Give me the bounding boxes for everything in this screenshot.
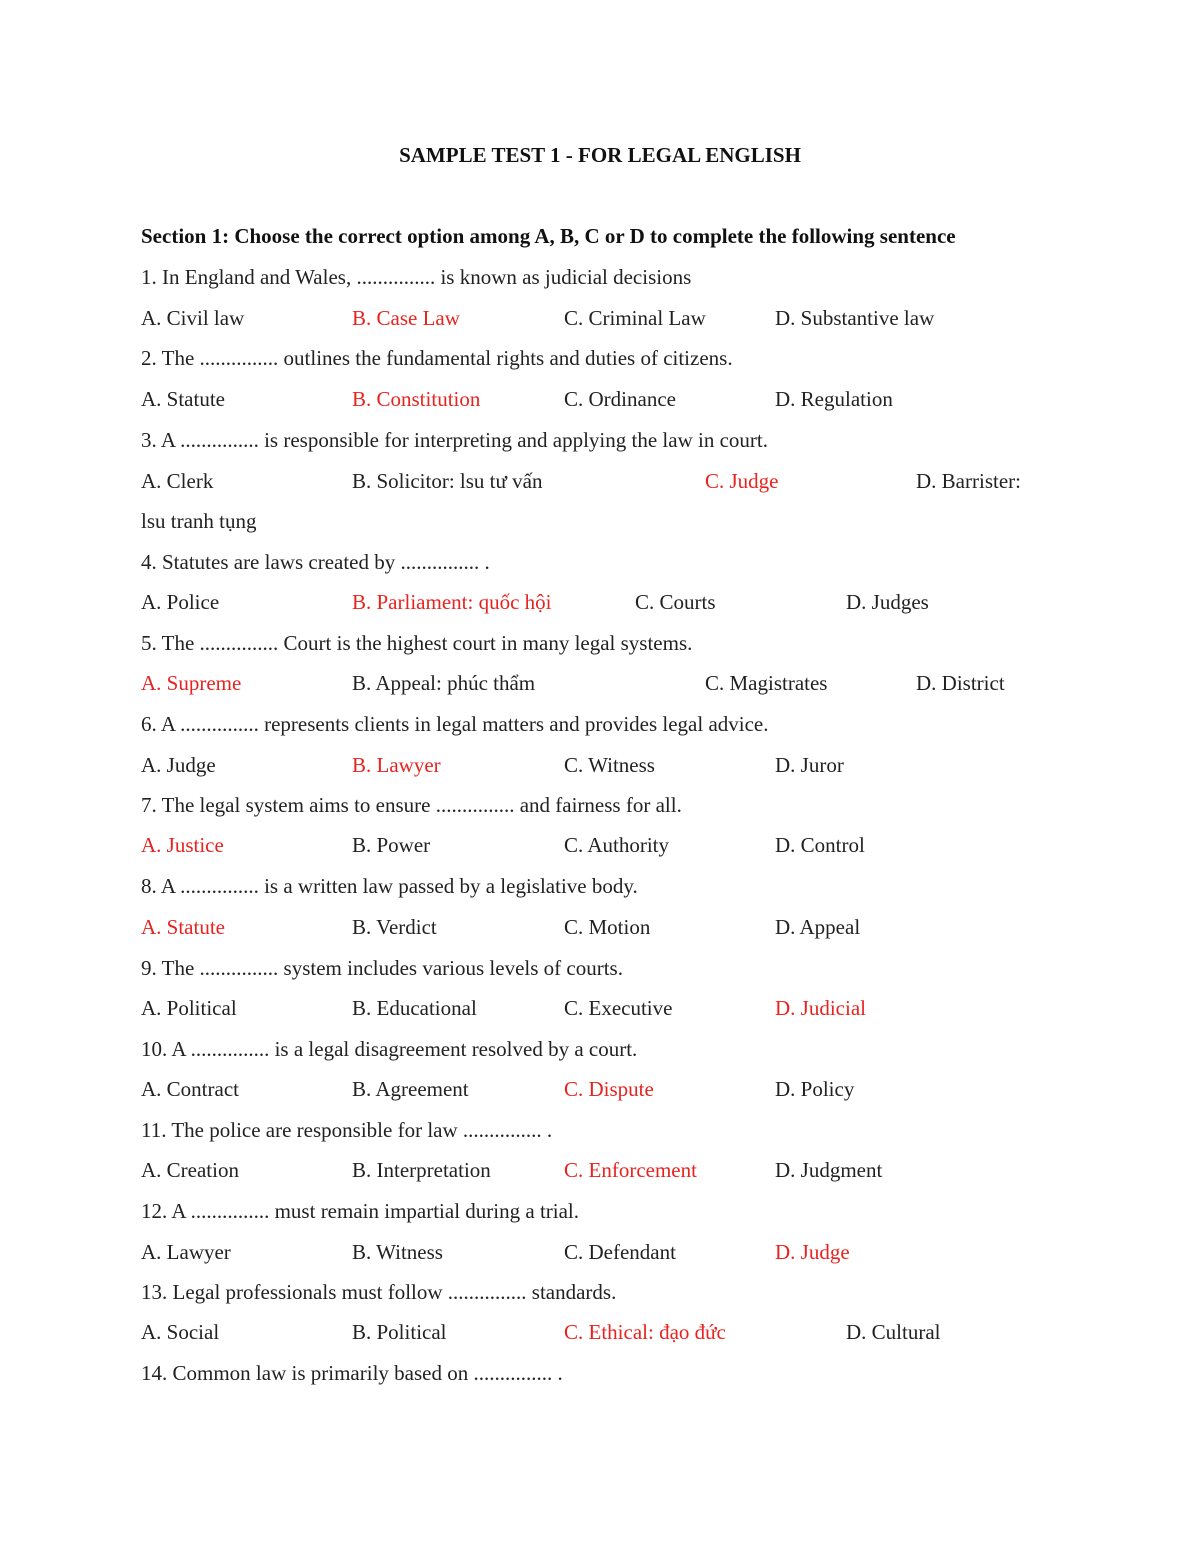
q8-option-c: C. Motion	[564, 915, 651, 939]
question-3: 3. A ............... is responsible for interpreting and applying the law in court.	[141, 428, 768, 452]
section-heading: Section 1: Choose the correct option among A, B, C or D to complete the following sentence	[141, 224, 956, 248]
question-5: 5. The ............... Court is the highest court in many legal systems.	[141, 631, 693, 655]
question-4: 4. Statutes are laws created by ............... .	[141, 550, 490, 574]
q11-option-b: B. Interpretation	[352, 1158, 491, 1182]
q12-option-b: B. Witness	[352, 1240, 443, 1264]
q13-option-c-correct: C. Ethical: đạo đức	[564, 1320, 726, 1344]
q9-option-b: B. Educational	[352, 996, 477, 1020]
q11-option-d: D. Judgment	[775, 1158, 883, 1182]
question-10: 10. A ............... is a legal disagreement resolved by a court.	[141, 1037, 638, 1061]
question-2: 2. The ............... outlines the fundamental rights and duties of citizens.	[141, 346, 733, 370]
q6-option-b-correct: B. Lawyer	[352, 753, 441, 777]
q3-option-a: A. Clerk	[141, 469, 214, 493]
q1-option-c: C. Criminal Law	[564, 306, 706, 330]
q3-option-b: B. Solicitor: lsu tư vấn	[352, 469, 543, 493]
q1-option-b-correct: B. Case Law	[352, 306, 460, 330]
q10-option-a: A. Contract	[141, 1077, 239, 1101]
q7-option-a-correct: A. Justice	[141, 833, 224, 857]
question-6: 6. A ............... represents clients in legal matters and provides legal advice.	[141, 712, 769, 736]
question-13: 13. Legal professionals must follow ............... standards.	[141, 1280, 617, 1304]
q5-option-c: C. Magistrates	[705, 671, 828, 695]
q2-option-b-correct: B. Constitution	[352, 387, 481, 411]
q12-option-c: C. Defendant	[564, 1240, 676, 1264]
q9-option-a: A. Political	[141, 996, 237, 1020]
q4-option-c: C. Courts	[635, 590, 716, 614]
q5-option-d: D. District	[916, 671, 1005, 695]
q2-option-d: D. Regulation	[775, 387, 893, 411]
q3-option-d: D. Barrister:	[916, 469, 1021, 493]
q4-option-b-correct: B. Parliament: quốc hội	[352, 590, 552, 614]
q7-option-b: B. Power	[352, 833, 431, 857]
q8-option-d: D. Appeal	[775, 915, 861, 939]
q6-option-d: D. Juror	[775, 753, 844, 777]
question-8: 8. A ............... is a written law passed by a legislative body.	[141, 874, 638, 898]
q10-option-d: D. Policy	[775, 1077, 855, 1101]
q7-option-c: C. Authority	[564, 833, 670, 857]
q1-option-d: D. Substantive law	[775, 306, 935, 330]
question-1: 1. In England and Wales, ............... is known as judicial decisions	[141, 265, 692, 289]
q3-option-c-correct: C. Judge	[705, 469, 779, 493]
q5-option-a-correct: A. Supreme	[141, 671, 242, 695]
q11-option-c-correct: C. Enforcement	[564, 1158, 697, 1182]
q12-option-a: A. Lawyer	[141, 1240, 231, 1264]
q1-option-a: A. Civil law	[141, 306, 245, 330]
q4-option-a: A. Police	[141, 590, 220, 614]
q6-option-c: C. Witness	[564, 753, 655, 777]
q13-option-d: D. Cultural	[846, 1320, 941, 1344]
q9-option-d-correct: D. Judicial	[775, 996, 866, 1020]
question-14: 14. Common law is primarily based on ............... .	[141, 1361, 563, 1385]
q3-option-d-continuation: lsu tranh tụng	[141, 509, 257, 533]
q8-option-b: B. Verdict	[352, 915, 437, 939]
q9-option-c: C. Executive	[564, 996, 673, 1020]
q13-option-a: A. Social	[141, 1320, 220, 1344]
q2-option-a: A. Statute	[141, 387, 225, 411]
question-11: 11. The police are responsible for law ............... .	[141, 1118, 553, 1142]
q2-option-c: C. Ordinance	[564, 387, 676, 411]
q11-option-a: A. Creation	[141, 1158, 239, 1182]
q6-option-a: A. Judge	[141, 753, 216, 777]
question-7: 7. The legal system aims to ensure ............... and fairness for all.	[141, 793, 682, 817]
q5-option-b: B. Appeal: phúc thẩm	[352, 671, 536, 695]
page-title: SAMPLE TEST 1 - FOR LEGAL ENGLISH	[399, 143, 801, 167]
q8-option-a-correct: A. Statute	[141, 915, 225, 939]
q4-option-d: D. Judges	[846, 590, 929, 614]
q10-option-b: B. Agreement	[352, 1077, 469, 1101]
q13-option-b: B. Political	[352, 1320, 447, 1344]
q12-option-d-correct: D. Judge	[775, 1240, 850, 1264]
q7-option-d: D. Control	[775, 833, 865, 857]
question-12: 12. A ............... must remain impartial during a trial.	[141, 1199, 580, 1223]
q10-option-c-correct: C. Dispute	[564, 1077, 654, 1101]
question-9: 9. The ............... system includes various levels of courts.	[141, 956, 623, 980]
